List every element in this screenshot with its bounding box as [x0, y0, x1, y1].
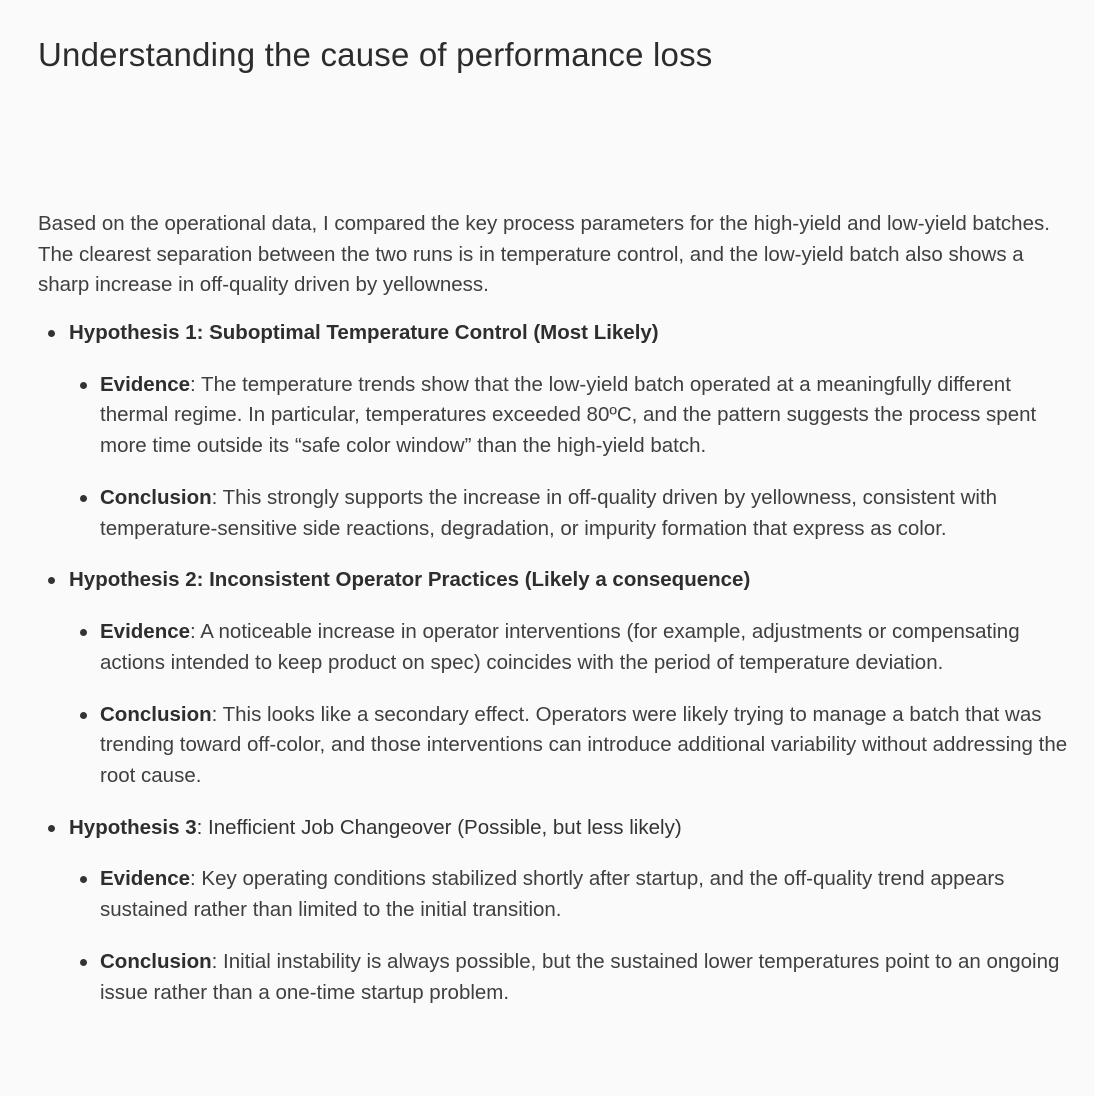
hypothesis-item-3 [38, 813, 1078, 1009]
hypothesis-title [69, 318, 1078, 349]
bullet-icon [80, 382, 87, 389]
conclusion-label: Conclusion [100, 485, 212, 509]
conclusion-label: Conclusion [100, 702, 212, 726]
bullet-icon [80, 629, 87, 636]
conclusion-text: : This strongly supports the increase in off-quality driven by yellowness, consistent with temperature-sensitive side reactions, degradation, or impurity formation that express as color. [100, 485, 998, 540]
evidence-item [69, 370, 1078, 462]
conclusion-label: Conclusion [100, 950, 212, 974]
evidence-text: : A noticeable increase in operator interventions (for example, adjustments or compensating actions intended to keep product on spec) coincides with the period of temperature deviation. [100, 619, 1020, 674]
hypothesis-details [69, 864, 1078, 1008]
bullet-icon [80, 495, 87, 502]
hypothesis-details [69, 370, 1078, 545]
evidence-label: Evidence [100, 372, 191, 396]
evidence-item [69, 617, 1078, 679]
conclusion-item [69, 483, 1078, 545]
page-title: Understanding the cause of performance loss [38, 36, 713, 73]
hypothesis-list [38, 318, 1078, 1030]
bullet-icon [48, 825, 55, 832]
hypothesis-item-2 [38, 565, 1078, 791]
hypothesis-details [69, 617, 1078, 792]
bullet-icon [48, 330, 55, 337]
hypothesis-title-bold: Hypothesis 1: Suboptimal Temperature Control (Most Likely) [69, 321, 659, 344]
hypothesis-title-rest: : Inefficient Job Changeover (Possible, but less likely) [196, 815, 682, 839]
hypothesis-title [69, 813, 1078, 844]
bullet-icon [48, 577, 55, 584]
bullet-icon [80, 876, 87, 883]
bullet-icon [80, 959, 87, 966]
conclusion-text: : This looks like a secondary effect. Operators were likely trying to manage a batch that was trending toward off-color, and those interventions can introduce additional variability without addressing the root cause. [100, 702, 1068, 788]
conclusion-text: : Initial instability is always possible, but the sustained lower temperatures point to an ongoing issue rather than a one-time startup problem. [100, 950, 1060, 1004]
bullet-icon [80, 712, 87, 719]
conclusion-item [69, 947, 1078, 1009]
hypothesis-title [69, 565, 1078, 596]
conclusion-item [69, 700, 1078, 792]
evidence-label: Evidence [100, 867, 191, 891]
intro-paragraph: Based on the operational data, I compared the key process parameters for the high-yield and low-yield batches. The clearest separation between the two runs is in temperature control, and the low-yield batch also shows a sharp increase in off-quality driven by yellowness. [38, 212, 1050, 296]
hypothesis-title-bold: Hypothesis 3 [69, 815, 197, 839]
hypothesis-title-bold: Hypothesis 2: Inconsistent Operator Practices (Likely a consequence) [69, 568, 751, 592]
evidence-text: : Key operating conditions stabilized shortly after startup, and the off-quality trend appears sustained rather than limited to the initial transition. [100, 867, 1005, 922]
hypothesis-item-1 [38, 318, 1078, 544]
evidence-text: : The temperature trends show that the low-yield batch operated at a meaningfully different thermal regime. In particular, temperatures exceeded 80ºC, and the pattern suggests the process spent more time outside its “safe color window” than the high-yield batch. [100, 372, 1037, 458]
evidence-label: Evidence [100, 619, 191, 643]
evidence-item [69, 864, 1078, 926]
